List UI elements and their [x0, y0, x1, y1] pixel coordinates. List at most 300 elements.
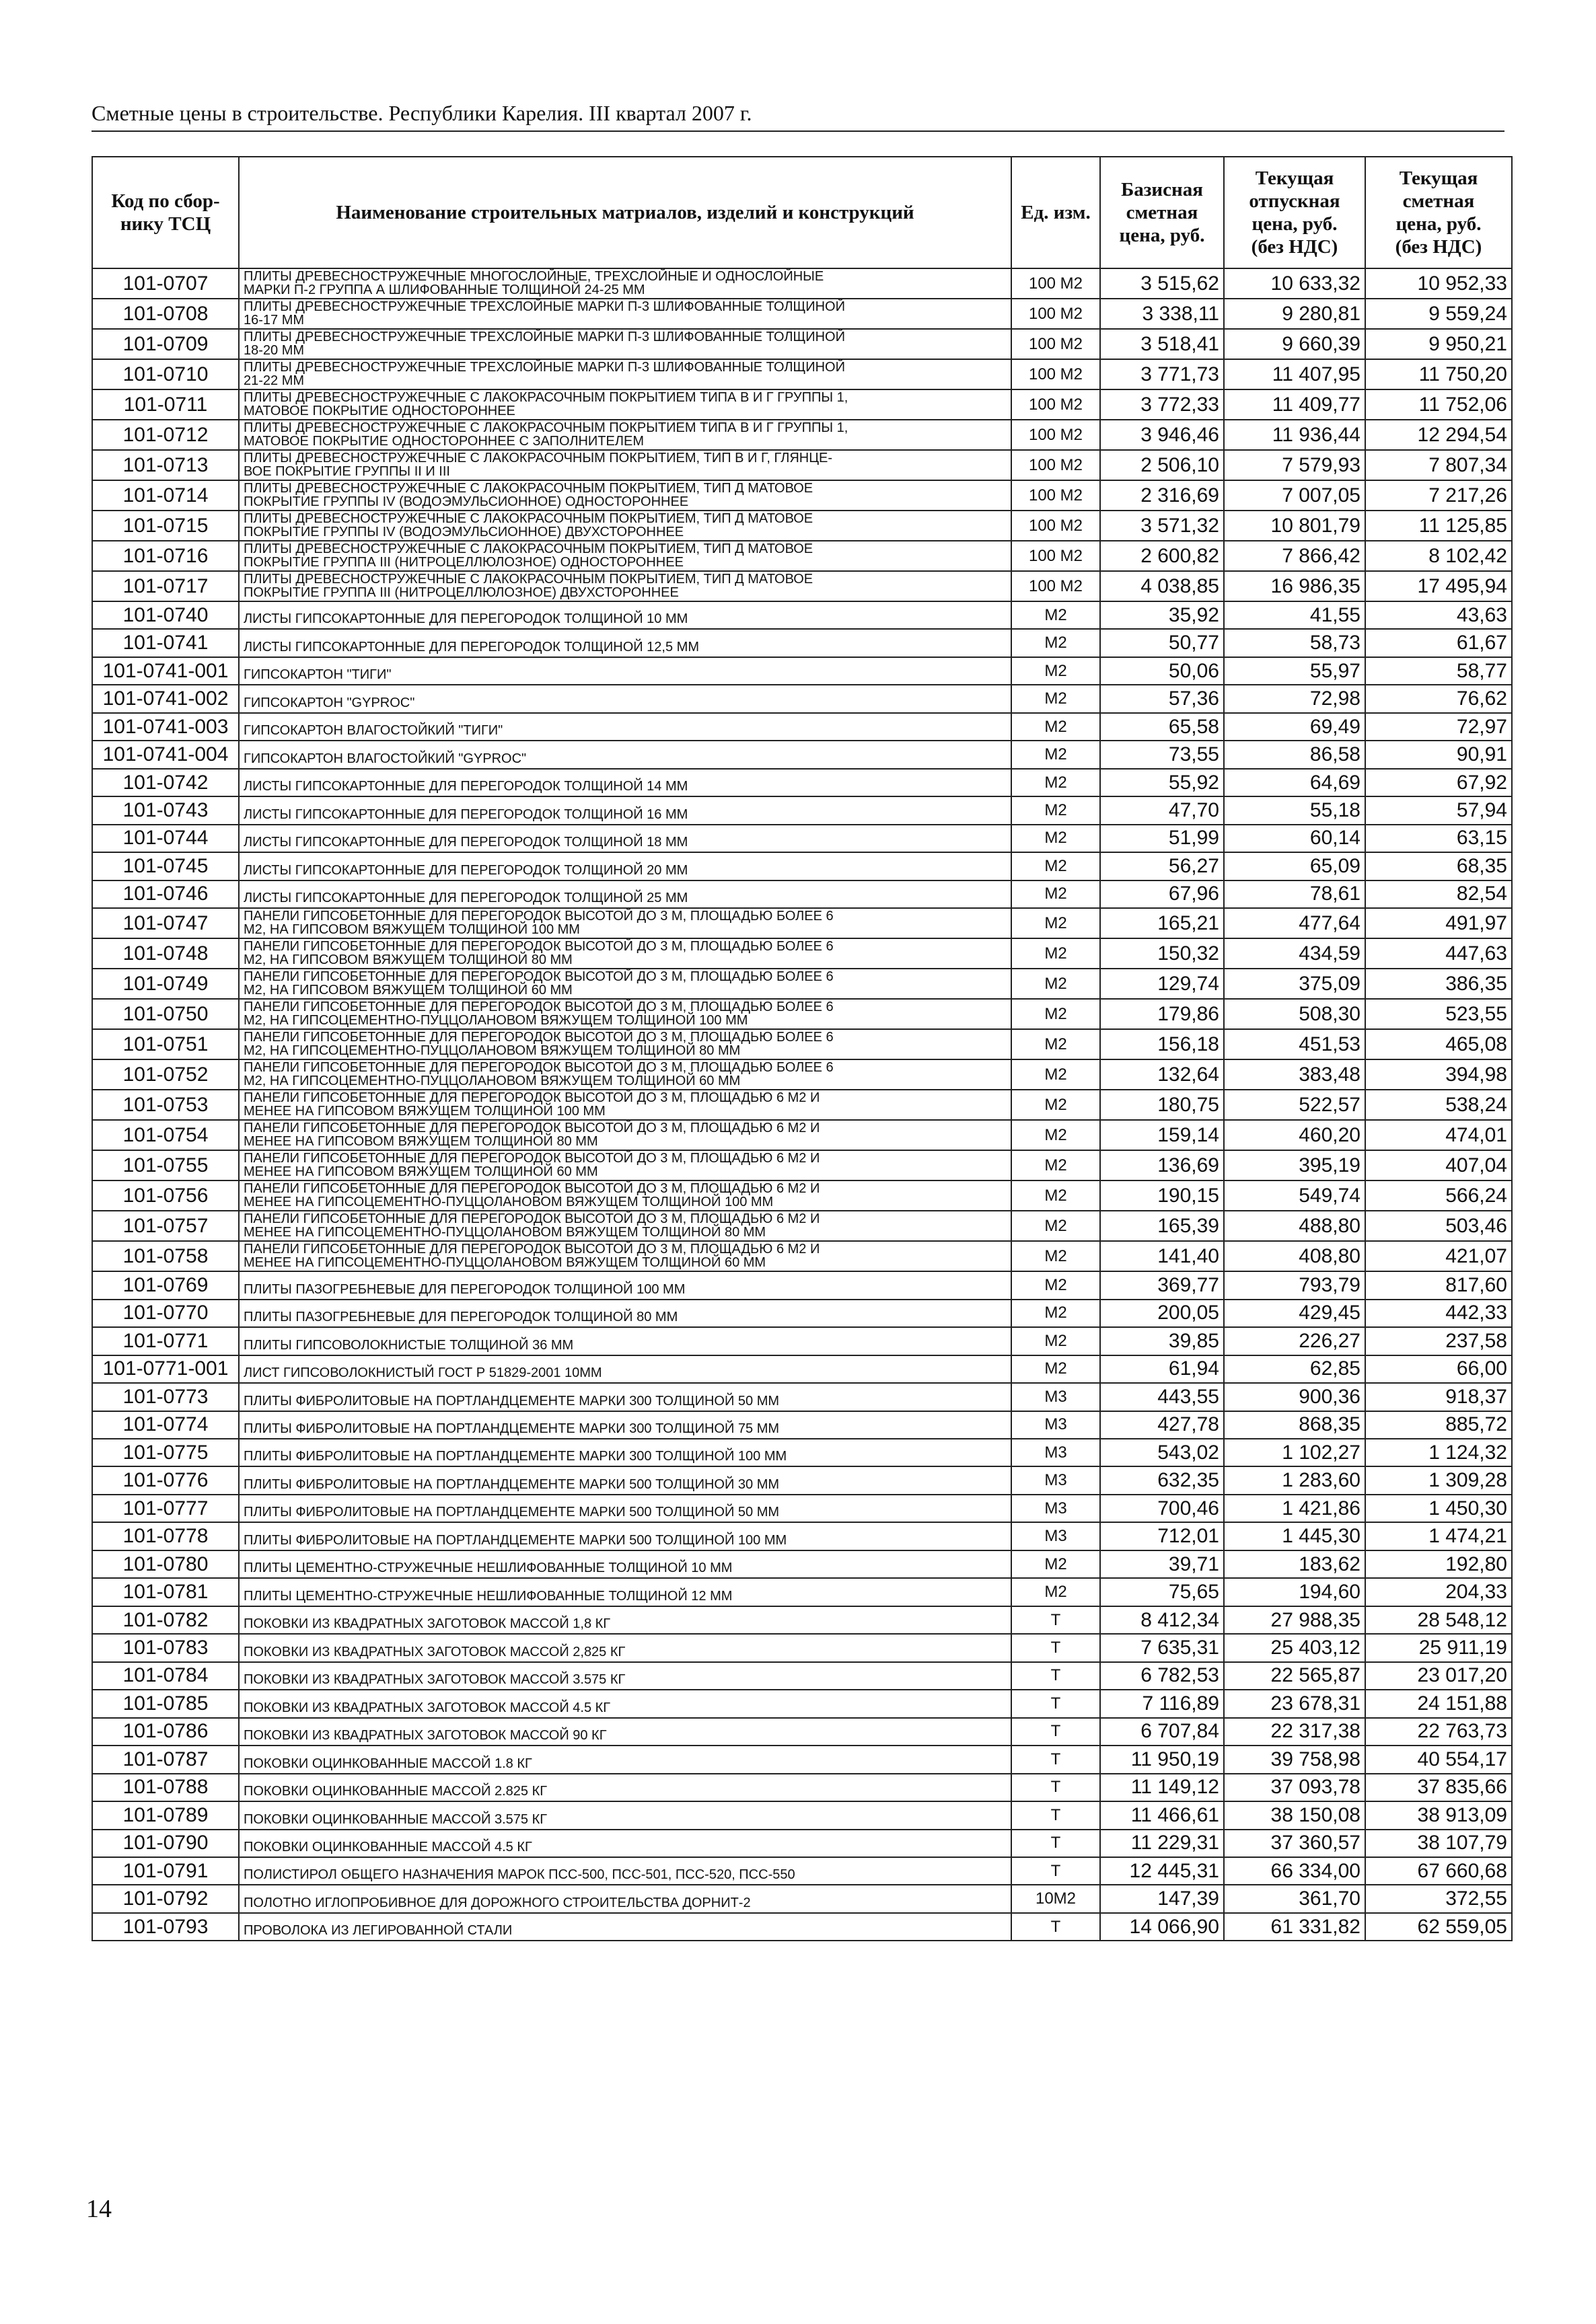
- cell-name: ПАНЕЛИ ГИПСОБЕТОННЫЕ ДЛЯ ПЕРЕГОРОДОК ВЫСОТОЙ ДО 3 М, ПЛОЩАДЬЮ 6 М2 И МЕНЕЕ НА ГИПСОВОМ ВЯЖУЩЕМ ТОЛЩИНОЙ 80 ММ: [239, 1120, 1011, 1150]
- cell-current-estimate-price: 72,97: [1365, 713, 1512, 741]
- table-row: [92, 1746, 1512, 1773]
- header-current-estimate-price: Текущая сметная цена, руб. (без НДС): [1365, 157, 1512, 268]
- cell-unit: М2: [1011, 657, 1100, 685]
- cell-unit: 100 М2: [1011, 268, 1100, 299]
- table-row: [92, 825, 1512, 852]
- cell-name: ПОКОВКИ ОЦИНКОВАННЫЕ МАССОЙ 1.8 КГ: [239, 1746, 1011, 1773]
- cell-code: 101-0789: [92, 1801, 239, 1829]
- cell-current-estimate-price: 11 750,20: [1365, 359, 1512, 389]
- cell-base-price: 51,99: [1100, 825, 1224, 852]
- cell-name: ПЛИТЫ ЦЕМЕНТНО-СТРУЖЕЧНЫЕ НЕШЛИФОВАННЫЕ ТОЛЩИНОЙ 10 ММ: [239, 1550, 1011, 1578]
- cell-base-price: 35,92: [1100, 601, 1224, 629]
- cell-code: 101-0780: [92, 1550, 239, 1578]
- table-row: [92, 541, 1512, 571]
- cell-name: ЛИСТЫ ГИПСОКАРТОННЫЕ ДЛЯ ПЕРЕГОРОДОК ТОЛЩИНОЙ 10 ММ: [239, 601, 1011, 629]
- cell-unit: 10М2: [1011, 1885, 1100, 1912]
- cell-code: 101-0744: [92, 825, 239, 852]
- cell-unit: М2: [1011, 741, 1100, 768]
- table-row: [92, 1180, 1512, 1211]
- cell-current-estimate-price: 817,60: [1365, 1271, 1512, 1299]
- cell-name: ПАНЕЛИ ГИПСОБЕТОННЫЕ ДЛЯ ПЕРЕГОРОДОК ВЫСОТОЙ ДО 3 М, ПЛОЩАДЬЮ БОЛЕЕ 6 М2, НА ГИПСОВОМ ВЯЖУЩЕМ ТОЛЩИНОЙ 60 ММ: [239, 969, 1011, 999]
- cell-unit: М2: [1011, 1578, 1100, 1606]
- cell-unit: М2: [1011, 1090, 1100, 1120]
- cell-name: ГИПСОКАРТОН ВЛАГОСТОЙКИЙ "ТИГИ": [239, 713, 1011, 741]
- cell-code: 101-0753: [92, 1090, 239, 1120]
- cell-base-price: 7 116,89: [1100, 1690, 1224, 1717]
- cell-current-release-price: 9 660,39: [1224, 329, 1365, 359]
- cell-code: 101-0785: [92, 1690, 239, 1717]
- table-row: [92, 389, 1512, 420]
- cell-current-release-price: 7 007,05: [1224, 480, 1365, 511]
- cell-unit: М2: [1011, 1241, 1100, 1271]
- cell-current-estimate-price: 90,91: [1365, 741, 1512, 768]
- cell-unit: М2: [1011, 880, 1100, 908]
- cell-current-estimate-price: 538,24: [1365, 1090, 1512, 1120]
- cell-current-estimate-price: 885,72: [1365, 1411, 1512, 1439]
- cell-name: ПЛИТЫ ЦЕМЕНТНО-СТРУЖЕЧНЫЕ НЕШЛИФОВАННЫЕ ТОЛЩИНОЙ 12 ММ: [239, 1578, 1011, 1606]
- cell-code: 101-0741-004: [92, 741, 239, 768]
- table-row: [92, 769, 1512, 796]
- cell-base-price: 67,96: [1100, 880, 1224, 908]
- cell-name: ПОКОВКИ ОЦИНКОВАННЫЕ МАССОЙ 2.825 КГ: [239, 1774, 1011, 1801]
- cell-base-price: 11 950,19: [1100, 1746, 1224, 1773]
- cell-unit: М2: [1011, 825, 1100, 852]
- cell-name: ПЛИТЫ ДРЕВЕСНОСТРУЖЕЧНЫЕ С ЛАКОКРАСОЧНЫМ ПОКРЫТИЕМ, ТИП Д МАТОВОЕ ПОКРЫТИЕ ГРУППЫ IV (ВОДОЭМУЛЬСИОННОЕ) ОДНОСТОРОННЕЕ: [239, 480, 1011, 511]
- header-rule: [92, 130, 1504, 132]
- cell-unit: М2: [1011, 796, 1100, 824]
- cell-current-release-price: 27 988,35: [1224, 1606, 1365, 1634]
- cell-name: ПОЛОТНО ИГЛОПРОБИВНОЕ ДЛЯ ДОРОЖНОГО СТРОИТЕЛЬСТВА ДОРНИТ-2: [239, 1885, 1011, 1912]
- cell-current-estimate-price: 1 124,32: [1365, 1439, 1512, 1466]
- table-row: [92, 1327, 1512, 1355]
- cell-name: ПЛИТЫ ФИБРОЛИТОВЫЕ НА ПОРТЛАНДЦЕМЕНТЕ МАРКИ 300 ТОЛЩИНОЙ 50 ММ: [239, 1383, 1011, 1411]
- cell-current-release-price: 64,69: [1224, 769, 1365, 796]
- cell-name: ЛИСТЫ ГИПСОКАРТОННЫЕ ДЛЯ ПЕРЕГОРОДОК ТОЛЩИНОЙ 14 ММ: [239, 769, 1011, 796]
- cell-current-estimate-price: 918,37: [1365, 1383, 1512, 1411]
- cell-code: 101-0741: [92, 629, 239, 657]
- cell-code: 101-0711: [92, 389, 239, 420]
- cell-current-release-price: 361,70: [1224, 1885, 1365, 1912]
- cell-code: 101-0793: [92, 1913, 239, 1941]
- cell-unit: Т: [1011, 1857, 1100, 1885]
- cell-current-release-price: 55,97: [1224, 657, 1365, 685]
- cell-code: 101-0749: [92, 969, 239, 999]
- cell-code: 101-0781: [92, 1578, 239, 1606]
- cell-base-price: 443,55: [1100, 1383, 1224, 1411]
- table-row: [92, 1271, 1512, 1299]
- table-row: [92, 1857, 1512, 1885]
- cell-name: ПОКОВКИ ИЗ КВАДРАТНЫХ ЗАГОТОВОК МАССОЙ 90 КГ: [239, 1718, 1011, 1746]
- cell-current-estimate-price: 67 660,68: [1365, 1857, 1512, 1885]
- cell-unit: Т: [1011, 1801, 1100, 1829]
- cell-name: ПЛИТЫ ДРЕВЕСНОСТРУЖЕЧНЫЕ С ЛАКОКРАСОЧНЫМ ПОКРЫТИЕМ, ТИП В И Г, ГЛЯНЦЕ- ВОЕ ПОКРЫТИЕ ГРУППЫ II И III: [239, 450, 1011, 480]
- cell-base-price: 73,55: [1100, 741, 1224, 768]
- cell-unit: 100 М2: [1011, 450, 1100, 480]
- cell-unit: М3: [1011, 1522, 1100, 1550]
- cell-current-release-price: 16 986,35: [1224, 571, 1365, 601]
- cell-current-estimate-price: 394,98: [1365, 1059, 1512, 1090]
- cell-base-price: 3 946,46: [1100, 420, 1224, 450]
- cell-base-price: 12 445,31: [1100, 1857, 1224, 1885]
- cell-name: ПОКОВКИ ИЗ КВАДРАТНЫХ ЗАГОТОВОК МАССОЙ 3.575 КГ: [239, 1662, 1011, 1690]
- cell-unit: М2: [1011, 1271, 1100, 1299]
- cell-base-price: 700,46: [1100, 1495, 1224, 1522]
- cell-current-release-price: 183,62: [1224, 1550, 1365, 1578]
- cell-name: ПЛИТЫ ДРЕВЕСНОСТРУЖЕЧНЫЕ С ЛАКОКРАСОЧНЫМ ПОКРЫТИЕМ ТИПА В И Г ГРУППЫ 1, МАТОВОЕ ПОКРЫТИЕ ОДНОСТОРОННЕЕ: [239, 389, 1011, 420]
- cell-base-price: 2 506,10: [1100, 450, 1224, 480]
- cell-name: ПЛИТЫ ПАЗОГРЕБНЕВЫЕ ДЛЯ ПЕРЕГОРОДОК ТОЛЩИНОЙ 80 ММ: [239, 1300, 1011, 1327]
- cell-code: 101-0771-001: [92, 1355, 239, 1383]
- cell-current-release-price: 429,45: [1224, 1300, 1365, 1327]
- cell-current-release-price: 1 445,30: [1224, 1522, 1365, 1550]
- cell-name: ПОКОВКИ ИЗ КВАДРАТНЫХ ЗАГОТОВОК МАССОЙ 1,8 КГ: [239, 1606, 1011, 1634]
- table-row: [92, 1495, 1512, 1522]
- cell-current-estimate-price: 503,46: [1365, 1211, 1512, 1241]
- table-row: [92, 908, 1512, 938]
- table-row: [92, 1550, 1512, 1578]
- cell-current-estimate-price: 8 102,42: [1365, 541, 1512, 571]
- table-row: [92, 1690, 1512, 1717]
- table-row: [92, 1411, 1512, 1439]
- cell-name: ПАНЕЛИ ГИПСОБЕТОННЫЕ ДЛЯ ПЕРЕГОРОДОК ВЫСОТОЙ ДО 3 М, ПЛОЩАДЬЮ 6 М2 И МЕНЕЕ НА ГИПСОЦЕМЕНТНО-ПУЦЦОЛАНОВОМ ВЯЖУЩЕМ ТОЛЩИНОЙ 60 ММ: [239, 1241, 1011, 1271]
- cell-current-release-price: 460,20: [1224, 1120, 1365, 1150]
- cell-base-price: 65,58: [1100, 713, 1224, 741]
- cell-base-price: 11 466,61: [1100, 1801, 1224, 1829]
- cell-code: 101-0771: [92, 1327, 239, 1355]
- cell-current-estimate-price: 82,54: [1365, 880, 1512, 908]
- cell-unit: Т: [1011, 1690, 1100, 1717]
- cell-code: 101-0752: [92, 1059, 239, 1090]
- cell-name: ПЛИТЫ ФИБРОЛИТОВЫЕ НА ПОРТЛАНДЦЕМЕНТЕ МАРКИ 500 ТОЛЩИНОЙ 30 ММ: [239, 1466, 1011, 1494]
- cell-code: 101-0741-002: [92, 685, 239, 712]
- cell-current-release-price: 7 866,42: [1224, 541, 1365, 571]
- cell-base-price: 39,85: [1100, 1327, 1224, 1355]
- cell-base-price: 200,05: [1100, 1300, 1224, 1327]
- cell-code: 101-0788: [92, 1774, 239, 1801]
- table-row: [92, 1029, 1512, 1059]
- cell-current-release-price: 9 280,81: [1224, 299, 1365, 329]
- cell-base-price: 50,77: [1100, 629, 1224, 657]
- cell-current-estimate-price: 237,58: [1365, 1327, 1512, 1355]
- cell-current-release-price: 226,27: [1224, 1327, 1365, 1355]
- cell-current-estimate-price: 566,24: [1365, 1180, 1512, 1211]
- cell-name: ПАНЕЛИ ГИПСОБЕТОННЫЕ ДЛЯ ПЕРЕГОРОДОК ВЫСОТОЙ ДО 3 М, ПЛОЩАДЬЮ 6 М2 И МЕНЕЕ НА ГИПСОВОМ ВЯЖУЩЕМ ТОЛЩИНОЙ 100 ММ: [239, 1090, 1011, 1120]
- table-row: [92, 329, 1512, 359]
- cell-unit: Т: [1011, 1634, 1100, 1661]
- cell-code: 101-0755: [92, 1150, 239, 1180]
- cell-current-estimate-price: 465,08: [1365, 1029, 1512, 1059]
- cell-current-estimate-price: 24 151,88: [1365, 1690, 1512, 1717]
- cell-current-release-price: 1 102,27: [1224, 1439, 1365, 1466]
- cell-code: 101-0790: [92, 1830, 239, 1857]
- cell-code: 101-0714: [92, 480, 239, 511]
- cell-current-release-price: 522,57: [1224, 1090, 1365, 1120]
- cell-current-estimate-price: 386,35: [1365, 969, 1512, 999]
- table-row: [92, 1774, 1512, 1801]
- cell-current-release-price: 408,80: [1224, 1241, 1365, 1271]
- cell-code: 101-0747: [92, 908, 239, 938]
- cell-current-release-price: 11 407,95: [1224, 359, 1365, 389]
- cell-current-release-price: 69,49: [1224, 713, 1365, 741]
- table-row: [92, 1211, 1512, 1241]
- table-row: [92, 1466, 1512, 1494]
- running-head: Сметные цены в строительстве. Республики Карелия. III квартал 2007 г.: [92, 101, 752, 125]
- cell-name: ПЛИТЫ ГИПСОВОЛОКНИСТЫЕ ТОЛЩИНОЙ 36 ММ: [239, 1327, 1011, 1355]
- cell-current-release-price: 900,36: [1224, 1383, 1365, 1411]
- cell-name: ПАНЕЛИ ГИПСОБЕТОННЫЕ ДЛЯ ПЕРЕГОРОДОК ВЫСОТОЙ ДО 3 М, ПЛОЩАДЬЮ 6 М2 И МЕНЕЕ НА ГИПСОВОМ ВЯЖУЩЕМ ТОЛЩИНОЙ 60 ММ: [239, 1150, 1011, 1180]
- cell-current-release-price: 7 579,93: [1224, 450, 1365, 480]
- cell-current-release-price: 488,80: [1224, 1211, 1365, 1241]
- cell-current-release-price: 25 403,12: [1224, 1634, 1365, 1661]
- cell-current-estimate-price: 28 548,12: [1365, 1606, 1512, 1634]
- cell-name: ГИПСОКАРТОН "ТИГИ": [239, 657, 1011, 685]
- cell-current-release-price: 477,64: [1224, 908, 1365, 938]
- table-row: [92, 1718, 1512, 1746]
- table-row: [92, 1578, 1512, 1606]
- cell-current-release-price: 22 317,38: [1224, 1718, 1365, 1746]
- cell-base-price: 2 316,69: [1100, 480, 1224, 511]
- cell-current-release-price: 41,55: [1224, 601, 1365, 629]
- cell-current-release-price: 1 283,60: [1224, 1466, 1365, 1494]
- cell-name: ЛИСТЫ ГИПСОКАРТОННЫЕ ДЛЯ ПЕРЕГОРОДОК ТОЛЩИНОЙ 18 ММ: [239, 825, 1011, 852]
- cell-code: 101-0715: [92, 511, 239, 541]
- cell-code: 101-0751: [92, 1029, 239, 1059]
- cell-base-price: 4 038,85: [1100, 571, 1224, 601]
- cell-current-estimate-price: 442,33: [1365, 1300, 1512, 1327]
- cell-name: ПОКОВКИ ИЗ КВАДРАТНЫХ ЗАГОТОВОК МАССОЙ 2,825 КГ: [239, 1634, 1011, 1661]
- cell-unit: М3: [1011, 1466, 1100, 1494]
- cell-name: ПЛИТЫ ФИБРОЛИТОВЫЕ НА ПОРТЛАНДЦЕМЕНТЕ МАРКИ 300 ТОЛЩИНОЙ 100 ММ: [239, 1439, 1011, 1466]
- cell-current-estimate-price: 17 495,94: [1365, 571, 1512, 601]
- cell-name: ПРОВОЛОКА ИЗ ЛЕГИРОВАННОЙ СТАЛИ: [239, 1913, 1011, 1941]
- cell-current-estimate-price: 204,33: [1365, 1578, 1512, 1606]
- cell-base-price: 11 229,31: [1100, 1830, 1224, 1857]
- cell-unit: М2: [1011, 1327, 1100, 1355]
- cell-unit: М2: [1011, 969, 1100, 999]
- cell-base-price: 147,39: [1100, 1885, 1224, 1912]
- cell-name: ЛИСТЫ ГИПСОКАРТОННЫЕ ДЛЯ ПЕРЕГОРОДОК ТОЛЩИНОЙ 16 ММ: [239, 796, 1011, 824]
- cell-current-release-price: 23 678,31: [1224, 1690, 1365, 1717]
- cell-base-price: 50,06: [1100, 657, 1224, 685]
- cell-code: 101-0773: [92, 1383, 239, 1411]
- cell-current-release-price: 61 331,82: [1224, 1913, 1365, 1941]
- cell-name: ПАНЕЛИ ГИПСОБЕТОННЫЕ ДЛЯ ПЕРЕГОРОДОК ВЫСОТОЙ ДО 3 М, ПЛОЩАДЬЮ 6 М2 И МЕНЕЕ НА ГИПСОЦЕМЕНТНО-ПУЦЦОЛАНОВОМ ВЯЖУЩЕМ ТОЛЩИНОЙ 80 ММ: [239, 1211, 1011, 1241]
- cell-code: 101-0754: [92, 1120, 239, 1150]
- cell-current-release-price: 37 093,78: [1224, 1774, 1365, 1801]
- header-base-price: Базисная сметная цена, руб.: [1100, 157, 1224, 268]
- table-row: [92, 1300, 1512, 1327]
- cell-unit: М2: [1011, 1150, 1100, 1180]
- cell-code: 101-0770: [92, 1300, 239, 1327]
- cell-name: ПЛИТЫ ДРЕВЕСНОСТРУЖЕЧНЫЕ МНОГОСЛОЙНЫЕ, ТРЕХСЛОЙНЫЕ И ОДНОСЛОЙНЫЕ МАРКИ П-2 ГРУППА А ШЛИФОВАННЫЕ ТОЛЩИНОЙ 24-25 ММ: [239, 268, 1011, 299]
- table-row: [92, 1801, 1512, 1829]
- cell-unit: М3: [1011, 1439, 1100, 1466]
- cell-name: ПЛИТЫ ДРЕВЕСНОСТРУЖЕЧНЫЕ ТРЕХСЛОЙНЫЕ МАРКИ П-3 ШЛИФОВАННЫЕ ТОЛЩИНОЙ 21-22 ММ: [239, 359, 1011, 389]
- cell-current-estimate-price: 37 835,66: [1365, 1774, 1512, 1801]
- cell-unit: 100 М2: [1011, 389, 1100, 420]
- cell-current-release-price: 194,60: [1224, 1578, 1365, 1606]
- cell-current-release-price: 451,53: [1224, 1029, 1365, 1059]
- table-row: [92, 796, 1512, 824]
- cell-unit: Т: [1011, 1718, 1100, 1746]
- table-row: [92, 741, 1512, 768]
- cell-unit: М2: [1011, 938, 1100, 969]
- cell-unit: 100 М2: [1011, 329, 1100, 359]
- cell-unit: М2: [1011, 1211, 1100, 1241]
- cell-current-estimate-price: 1 450,30: [1365, 1495, 1512, 1522]
- cell-current-estimate-price: 61,67: [1365, 629, 1512, 657]
- cell-current-estimate-price: 66,00: [1365, 1355, 1512, 1383]
- table-row: [92, 450, 1512, 480]
- page-number: 14: [86, 2195, 112, 2223]
- cell-base-price: 156,18: [1100, 1029, 1224, 1059]
- cell-current-estimate-price: 1 309,28: [1365, 1466, 1512, 1494]
- table-row: [92, 1059, 1512, 1090]
- cell-current-estimate-price: 192,80: [1365, 1550, 1512, 1578]
- table-row: [92, 601, 1512, 629]
- cell-current-estimate-price: 11 752,06: [1365, 389, 1512, 420]
- cell-code: 101-0758: [92, 1241, 239, 1271]
- cell-current-release-price: 10 801,79: [1224, 511, 1365, 541]
- cell-base-price: 47,70: [1100, 796, 1224, 824]
- cell-code: 101-0776: [92, 1466, 239, 1494]
- cell-current-release-price: 72,98: [1224, 685, 1365, 712]
- cell-base-price: 75,65: [1100, 1578, 1224, 1606]
- table-row: [92, 880, 1512, 908]
- cell-code: 101-0787: [92, 1746, 239, 1773]
- cell-unit: Т: [1011, 1746, 1100, 1773]
- cell-unit: 100 М2: [1011, 420, 1100, 450]
- cell-code: 101-0778: [92, 1522, 239, 1550]
- cell-base-price: 56,27: [1100, 852, 1224, 880]
- cell-current-estimate-price: 407,04: [1365, 1150, 1512, 1180]
- cell-base-price: 136,69: [1100, 1150, 1224, 1180]
- cell-name: ПОЛИСТИРОЛ ОБЩЕГО НАЗНАЧЕНИЯ МАРОК ПСС-500, ПСС-501, ПСС-520, ПСС-550: [239, 1857, 1011, 1885]
- cell-current-release-price: 55,18: [1224, 796, 1365, 824]
- cell-base-price: 3 571,32: [1100, 511, 1224, 541]
- table-row: [92, 480, 1512, 511]
- cell-base-price: 159,14: [1100, 1120, 1224, 1150]
- cell-base-price: 369,77: [1100, 1271, 1224, 1299]
- cell-name: ПЛИТЫ ДРЕВЕСНОСТРУЖЕЧНЫЕ С ЛАКОКРАСОЧНЫМ ПОКРЫТИЕМ, ТИП Д МАТОВОЕ ПОКРЫТИЕ ГРУППА III (НИТРОЦЕЛЛЮЛОЗНОЕ) ДВУХСТОРОННЕЕ: [239, 571, 1011, 601]
- price-table: [92, 156, 1513, 1941]
- cell-current-release-price: 78,61: [1224, 880, 1365, 908]
- cell-code: 101-0777: [92, 1495, 239, 1522]
- cell-unit: М2: [1011, 1120, 1100, 1150]
- cell-code: 101-0775: [92, 1439, 239, 1466]
- cell-current-estimate-price: 1 474,21: [1365, 1522, 1512, 1550]
- cell-code: 101-0742: [92, 769, 239, 796]
- cell-base-price: 14 066,90: [1100, 1913, 1224, 1941]
- cell-name: ГИПСОКАРТОН "GYPROC": [239, 685, 1011, 712]
- cell-name: ЛИСТЫ ГИПСОКАРТОННЫЕ ДЛЯ ПЕРЕГОРОДОК ТОЛЩИНОЙ 12,5 ММ: [239, 629, 1011, 657]
- cell-unit: М3: [1011, 1495, 1100, 1522]
- cell-name: ПЛИТЫ ДРЕВЕСНОСТРУЖЕЧНЫЕ С ЛАКОКРАСОЧНЫМ ПОКРЫТИЕМ, ТИП Д МАТОВОЕ ПОКРЫТИЕ ГРУППА III (НИТРОЦЕЛЛЮЛОЗНОЕ) ОДНОСТОРОННЕЕ: [239, 541, 1011, 571]
- cell-base-price: 3 771,73: [1100, 359, 1224, 389]
- cell-base-price: 150,32: [1100, 938, 1224, 969]
- cell-base-price: 165,39: [1100, 1211, 1224, 1241]
- cell-unit: 100 М2: [1011, 571, 1100, 601]
- cell-current-release-price: 10 633,32: [1224, 268, 1365, 299]
- cell-code: 101-0757: [92, 1211, 239, 1241]
- cell-current-release-price: 868,35: [1224, 1411, 1365, 1439]
- price-table-body: [92, 268, 1512, 1941]
- table-row: [92, 1885, 1512, 1912]
- cell-code: 101-0748: [92, 938, 239, 969]
- cell-current-estimate-price: 421,07: [1365, 1241, 1512, 1271]
- cell-current-release-price: 38 150,08: [1224, 1801, 1365, 1829]
- cell-unit: Т: [1011, 1662, 1100, 1690]
- cell-base-price: 3 338,11: [1100, 299, 1224, 329]
- cell-current-estimate-price: 43,63: [1365, 601, 1512, 629]
- cell-code: 101-0782: [92, 1606, 239, 1634]
- cell-unit: 100 М2: [1011, 511, 1100, 541]
- cell-code: 101-0786: [92, 1718, 239, 1746]
- cell-code: 101-0769: [92, 1271, 239, 1299]
- cell-name: ПАНЕЛИ ГИПСОБЕТОННЫЕ ДЛЯ ПЕРЕГОРОДОК ВЫСОТОЙ ДО 3 М, ПЛОЩАДЬЮ БОЛЕЕ 6 М2, НА ГИПСОВОМ ВЯЖУЩЕМ ТОЛЩИНОЙ 100 ММ: [239, 908, 1011, 938]
- cell-current-estimate-price: 7 807,34: [1365, 450, 1512, 480]
- cell-current-release-price: 58,73: [1224, 629, 1365, 657]
- cell-current-estimate-price: 523,55: [1365, 999, 1512, 1029]
- cell-name: ПЛИТЫ ФИБРОЛИТОВЫЕ НА ПОРТЛАНДЦЕМЕНТЕ МАРКИ 500 ТОЛЩИНОЙ 100 ММ: [239, 1522, 1011, 1550]
- cell-unit: М2: [1011, 685, 1100, 712]
- header-unit: Ед. изм.: [1011, 157, 1100, 268]
- table-row: [92, 629, 1512, 657]
- cell-base-price: 11 149,12: [1100, 1774, 1224, 1801]
- cell-code: 101-0791: [92, 1857, 239, 1885]
- cell-current-release-price: 66 334,00: [1224, 1857, 1365, 1885]
- cell-current-release-price: 375,09: [1224, 969, 1365, 999]
- cell-unit: М2: [1011, 1300, 1100, 1327]
- cell-current-release-price: 383,48: [1224, 1059, 1365, 1090]
- cell-base-price: 57,36: [1100, 685, 1224, 712]
- table-row: [92, 657, 1512, 685]
- cell-current-estimate-price: 7 217,26: [1365, 480, 1512, 511]
- table-row: [92, 420, 1512, 450]
- cell-name: ПЛИТЫ ФИБРОЛИТОВЫЕ НА ПОРТЛАНДЦЕМЕНТЕ МАРКИ 300 ТОЛЩИНОЙ 75 ММ: [239, 1411, 1011, 1439]
- cell-current-release-price: 37 360,57: [1224, 1830, 1365, 1857]
- table-row: [92, 1120, 1512, 1150]
- table-row: [92, 1383, 1512, 1411]
- cell-base-price: 543,02: [1100, 1439, 1224, 1466]
- cell-unit: 100 М2: [1011, 359, 1100, 389]
- cell-current-release-price: 11 409,77: [1224, 389, 1365, 420]
- table-row: [92, 1150, 1512, 1180]
- table-row: [92, 299, 1512, 329]
- cell-name: ЛИСТ ГИПСОВОЛОКНИСТЫЙ ГОСТ Р 51829-2001 10ММ: [239, 1355, 1011, 1383]
- cell-current-release-price: 86,58: [1224, 741, 1365, 768]
- cell-current-release-price: 11 936,44: [1224, 420, 1365, 450]
- cell-unit: Т: [1011, 1774, 1100, 1801]
- cell-base-price: 8 412,34: [1100, 1606, 1224, 1634]
- table-row: [92, 685, 1512, 712]
- cell-code: 101-0707: [92, 268, 239, 299]
- cell-current-estimate-price: 76,62: [1365, 685, 1512, 712]
- cell-unit: М2: [1011, 1180, 1100, 1211]
- cell-unit: Т: [1011, 1606, 1100, 1634]
- cell-name: ПЛИТЫ ФИБРОЛИТОВЫЕ НА ПОРТЛАНДЦЕМЕНТЕ МАРКИ 500 ТОЛЩИНОЙ 50 ММ: [239, 1495, 1011, 1522]
- cell-code: 101-0713: [92, 450, 239, 480]
- cell-name: ПОКОВКИ ОЦИНКОВАННЫЕ МАССОЙ 3.575 КГ: [239, 1801, 1011, 1829]
- cell-base-price: 712,01: [1100, 1522, 1224, 1550]
- cell-code: 101-0740: [92, 601, 239, 629]
- cell-name: ПЛИТЫ ДРЕВЕСНОСТРУЖЕЧНЫЕ ТРЕХСЛОЙНЫЕ МАРКИ П-3 ШЛИФОВАННЫЕ ТОЛЩИНОЙ 18-20 ММ: [239, 329, 1011, 359]
- table-row: [92, 713, 1512, 741]
- cell-name: ПЛИТЫ ДРЕВЕСНОСТРУЖЕЧНЫЕ С ЛАКОКРАСОЧНЫМ ПОКРЫТИЕМ, ТИП Д МАТОВОЕ ПОКРЫТИЕ ГРУППЫ IV (ВОДОЭМУЛЬСИОННОЕ) ДВУХСТОРОННЕЕ: [239, 511, 1011, 541]
- cell-base-price: 180,75: [1100, 1090, 1224, 1120]
- cell-unit: М2: [1011, 713, 1100, 741]
- cell-current-release-price: 434,59: [1224, 938, 1365, 969]
